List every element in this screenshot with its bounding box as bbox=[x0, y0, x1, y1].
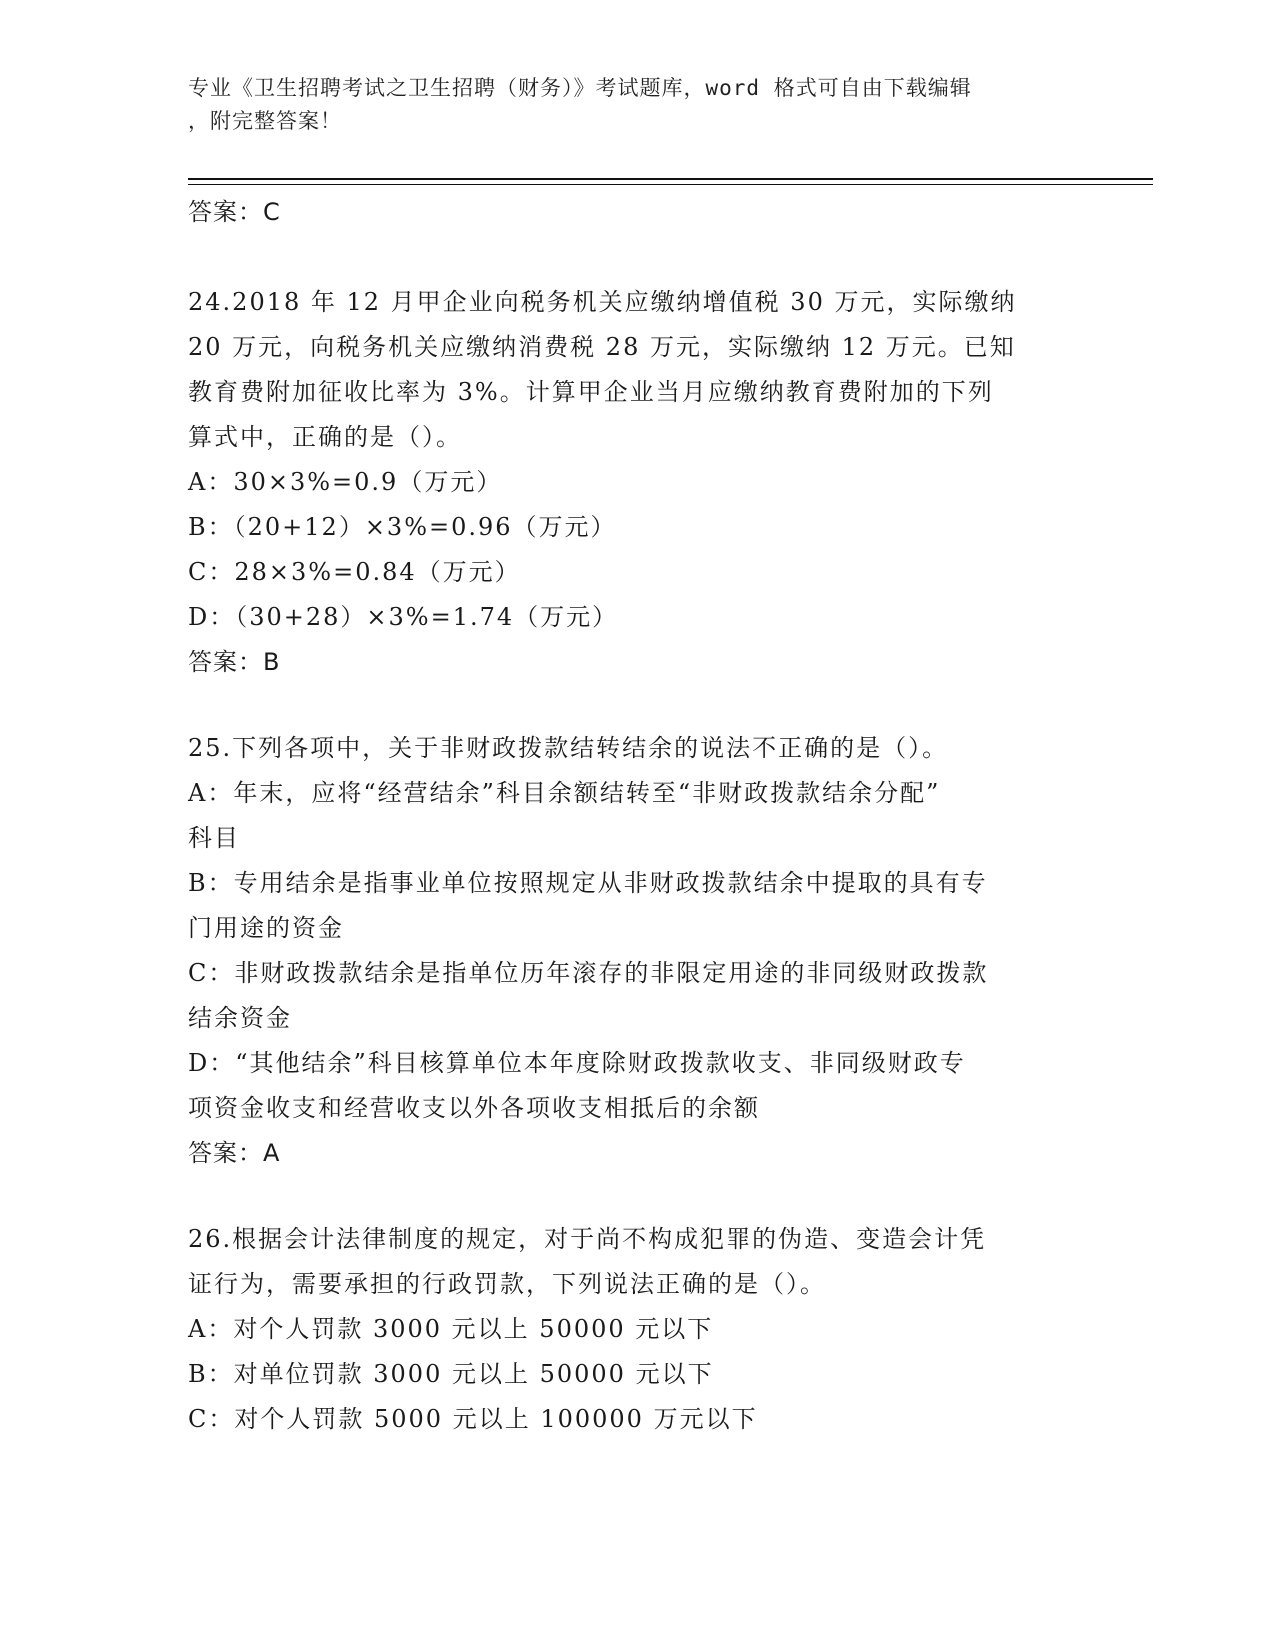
question-26-option-c: C：对个人罚款 5000 元以上 100000 万元以下 bbox=[188, 1405, 758, 1433]
question-24-answer: 答案：B bbox=[188, 648, 281, 676]
header-line-1: 专业《卫生招聘考试之卫生招聘（财务）》考试题库，word 格式可自由下载编辑 bbox=[188, 76, 972, 100]
header-divider-thin bbox=[188, 184, 1153, 185]
question-24-option-c: C：28×3%=0.84（万元） bbox=[188, 558, 521, 586]
question-24-stem-line: 24.2018 年 12 月甲企业向税务机关应缴纳增值税 30 万元，实际缴纳 bbox=[188, 288, 1017, 316]
question-25-option-a: A：年末，应将“经营结余”科目余额结转至“非财政拨款结余分配” bbox=[188, 779, 941, 807]
question-25-option-b-cont: 门用途的资金 bbox=[188, 914, 344, 942]
question-24-option-b: B：（20+12）×3%=0.96（万元） bbox=[188, 513, 617, 541]
header-divider-thick bbox=[188, 178, 1153, 180]
question-24-stem-line: 20 万元，向税务机关应缴纳消费税 28 万元，实际缴纳 12 万元。已知 bbox=[188, 333, 1016, 361]
question-25-option-c-cont: 结余资金 bbox=[188, 1004, 292, 1032]
question-26-option-a: A：对个人罚款 3000 元以上 50000 元以下 bbox=[188, 1315, 714, 1343]
document-body bbox=[188, 190, 1073, 1442]
previous-question-answer: 答案：C bbox=[188, 198, 281, 226]
question-25-stem-line: 25.下列各项中，关于非财政拨款结转结余的说法不正确的是（）。 bbox=[188, 734, 949, 762]
question-24-option-a: A：30×3%=0.9（万元） bbox=[188, 468, 503, 496]
header-line-2: ，附完整答案！ bbox=[188, 109, 342, 133]
question-24-stem-line: 算式中，正确的是（）。 bbox=[188, 423, 462, 451]
question-25 bbox=[188, 726, 1073, 1176]
question-25-option-a-cont: 科目 bbox=[188, 824, 240, 852]
question-24 bbox=[188, 280, 1073, 685]
question-25-answer: 答案：A bbox=[188, 1139, 281, 1167]
document-header bbox=[188, 72, 1068, 138]
question-24-stem-line: 教育费附加征收比率为 3%。计算甲企业当月应缴纳教育费附加的下列 bbox=[188, 378, 994, 406]
question-25-option-c: C：非财政拨款结余是指单位历年滚存的非限定用途的非同级财政拨款 bbox=[188, 959, 989, 987]
question-24-option-d: D：（30+28）×3%=1.74（万元） bbox=[188, 603, 619, 631]
spacer bbox=[188, 1176, 1073, 1217]
question-26-stem-line: 26.根据会计法律制度的规定，对于尚不构成犯罪的伪造、变造会计凭 bbox=[188, 1225, 987, 1253]
question-26 bbox=[188, 1217, 1073, 1442]
question-26-option-b: B：对单位罚款 3000 元以上 50000 元以下 bbox=[188, 1360, 714, 1388]
question-25-option-d: D：“其他结余”科目核算单位本年度除财政拨款收支、非同级财政专 bbox=[188, 1049, 966, 1077]
spacer bbox=[188, 685, 1073, 726]
question-25-option-b: B：专用结余是指事业单位按照规定从非财政拨款结余中提取的具有专 bbox=[188, 869, 988, 897]
question-26-stem-line: 证行为，需要承担的行政罚款，下列说法正确的是（）。 bbox=[188, 1270, 826, 1298]
spacer bbox=[188, 235, 1073, 280]
question-25-option-d-cont: 项资金收支和经营收支以外各项收支相抵后的余额 bbox=[188, 1094, 760, 1122]
